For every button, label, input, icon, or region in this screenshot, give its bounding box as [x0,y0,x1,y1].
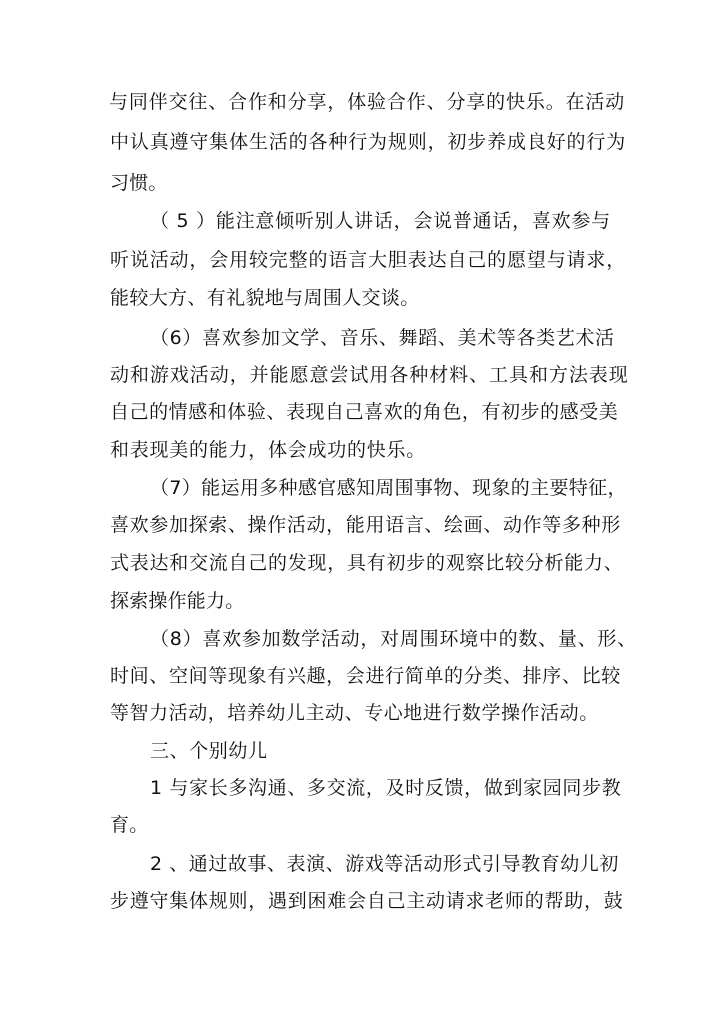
text-line: 式表达和交流自己的发现，具有初步的观察比较分析能力、 [110,552,624,574]
text-line: （6）喜欢参加文学、音乐、舞蹈、美术等各类艺术活 [150,327,615,349]
text-line: （7）能运用多种感官感知周围事物、现象的主要特征， [150,477,627,499]
text-line: 2 、通过故事、表演、游戏等活动形式引导教育幼儿初 [150,853,619,875]
text-line: （ 5 ）能注意倾听别人讲话，会说普通话，喜欢参与 [150,210,611,232]
text-line: 自己的情感和体验、表现自己喜欢的角色，有初步的感受美 [110,401,619,423]
text-line: 育。 [110,814,149,836]
text-line: 喜欢参加探索、操作活动，能用语言、绘画、动作等多种形 [110,514,621,536]
text-line: 习惯。 [110,172,168,194]
text-line: 听说活动，会用较完整的语言大胆表达自己的愿望与请求， [110,249,627,271]
text-line: 和表现美的能力，体会成功的快乐。 [110,439,427,461]
text-line: 时间、空间等现象有兴趣，会进行简单的分类、排序、比较 [110,665,621,687]
text-line: 中认真遵守集体生活的各种行为规则，初步养成良好的行为 [110,131,627,153]
text-line: 能较大方、有礼貌地与周围人交谈。 [110,287,420,309]
text-line: 等智力活动，培养幼儿主动、专心地进行数学操作活动。 [110,702,599,724]
text-line: 步遵守集体规则，遇到困难会自己主动请求老师的帮助，鼓 [110,890,624,912]
text-line: 探索操作能力。 [110,590,245,612]
text-line: 与同伴交往、合作和分享，体验合作、分享的快乐。在活动 [109,91,626,113]
section-heading: 三、个别幼儿 [150,740,268,762]
text-line: 动和游戏活动，并能愿意尝试用各种材料、工具和方法表现 [110,364,629,386]
text-line: 1 与家长多沟通、多交流，及时反馈，做到家园同步教 [150,777,622,799]
text-line: （8）喜欢参加数学活动，对周围环境中的数、量、形、 [150,628,637,650]
